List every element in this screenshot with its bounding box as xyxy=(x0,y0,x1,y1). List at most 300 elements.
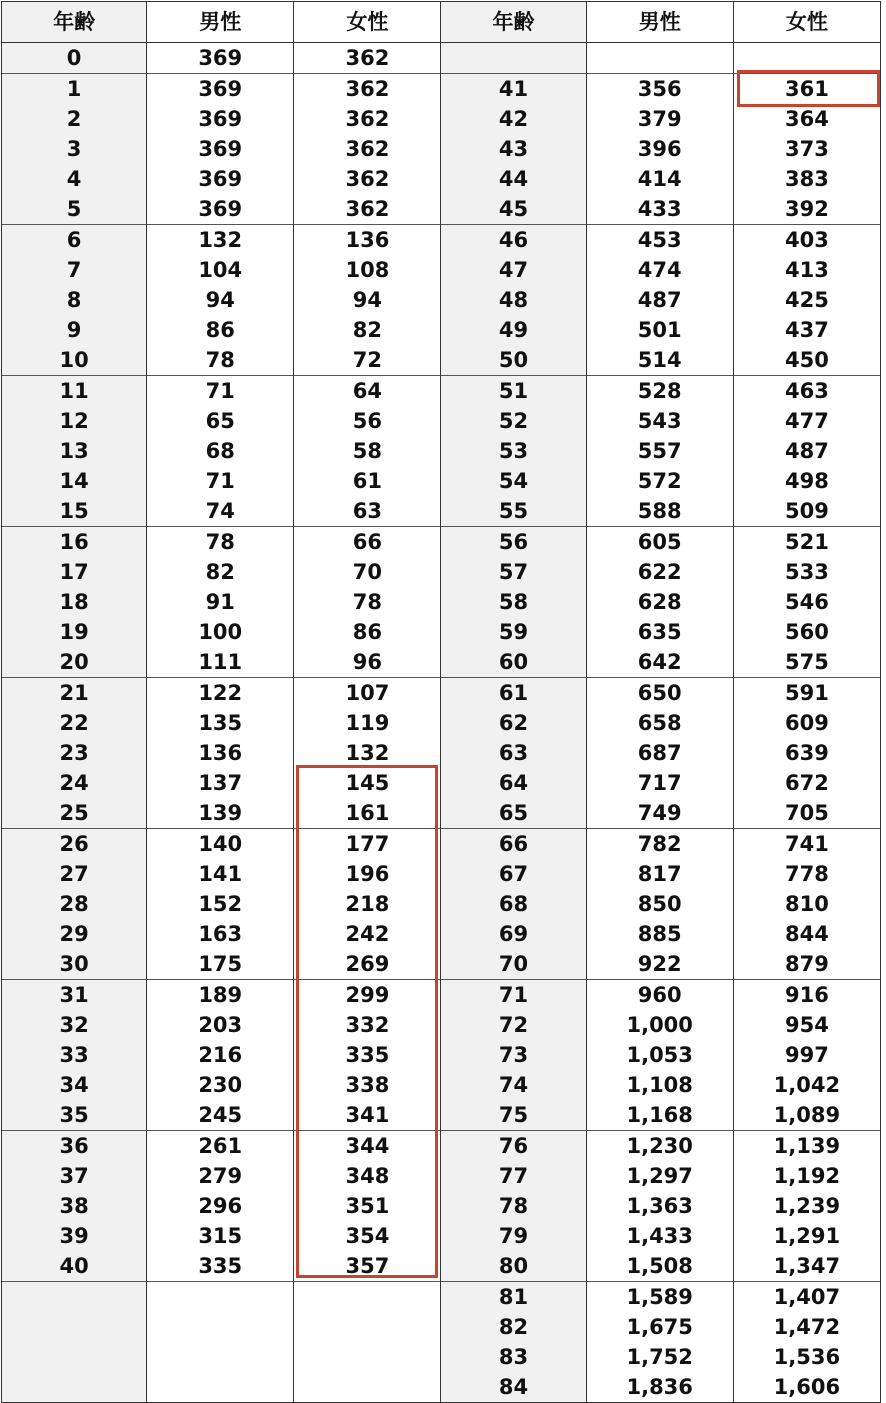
cell-male-left: 369 xyxy=(147,74,294,105)
cell-age-left: 0 xyxy=(2,43,147,74)
cell-male-right: 749 xyxy=(586,798,733,829)
cell-age-right: 59 xyxy=(441,617,586,647)
cell-male-left: 245 xyxy=(147,1100,294,1131)
cell-age-left: 24 xyxy=(2,768,147,798)
cell-age-right: 69 xyxy=(441,919,586,949)
cell-female-left: 66 xyxy=(294,527,441,558)
cell-male-left: 369 xyxy=(147,43,294,74)
cell-female-left: 348 xyxy=(294,1161,441,1191)
cell-female-left: 107 xyxy=(294,678,441,709)
cell-female-right: 533 xyxy=(733,557,880,587)
cell-male-left: 152 xyxy=(147,889,294,919)
cell-age-right: 43 xyxy=(441,134,586,164)
table-row xyxy=(2,708,881,738)
cell-male-left: 82 xyxy=(147,557,294,587)
cell-male-right: 1,108 xyxy=(586,1070,733,1100)
cell-female-left: 119 xyxy=(294,708,441,738)
cell-female-right: 1,139 xyxy=(733,1131,880,1162)
cell-age-left: 31 xyxy=(2,980,147,1011)
cell-female-left: 196 xyxy=(294,859,441,889)
cell-age-right: 83 xyxy=(441,1342,586,1372)
cell-female-right: 498 xyxy=(733,466,880,496)
header-male-left: 男性 xyxy=(147,2,294,43)
cell-age-left: 25 xyxy=(2,798,147,829)
cell-male-left: 261 xyxy=(147,1131,294,1162)
cell-female-right: 383 xyxy=(733,164,880,194)
cell-male-left: 369 xyxy=(147,134,294,164)
cell-female-right: 844 xyxy=(733,919,880,949)
cell-male-right: 850 xyxy=(586,889,733,919)
cell-male-left: 135 xyxy=(147,708,294,738)
cell-female-right: 879 xyxy=(733,949,880,980)
cell-age-left: 4 xyxy=(2,164,147,194)
table-row xyxy=(2,738,881,768)
table-row xyxy=(2,1372,881,1403)
cell-female-right: 413 xyxy=(733,255,880,285)
cell-female-right: 425 xyxy=(733,285,880,315)
cell-male-right: 635 xyxy=(586,617,733,647)
cell-female-right: 546 xyxy=(733,587,880,617)
cell-age-left: 27 xyxy=(2,859,147,889)
cell-age-right: 78 xyxy=(441,1191,586,1221)
cell-age-left: 39 xyxy=(2,1221,147,1251)
cell-male-right: 642 xyxy=(586,647,733,678)
cell-age-right: 51 xyxy=(441,376,586,407)
cell-age-right: 62 xyxy=(441,708,586,738)
cell-male-right: 1,675 xyxy=(586,1312,733,1342)
table-row xyxy=(2,164,881,194)
cell-female-left: 354 xyxy=(294,1221,441,1251)
cell-female-right: 1,536 xyxy=(733,1342,880,1372)
cell-female-left: 72 xyxy=(294,345,441,376)
table-row xyxy=(2,436,881,466)
table-row xyxy=(2,647,881,678)
cell-female-right: 361 xyxy=(733,74,880,105)
cell-female-right: 778 xyxy=(733,859,880,889)
cell-male-right: 782 xyxy=(586,829,733,860)
cell-male-right: 433 xyxy=(586,194,733,225)
table-row xyxy=(2,1191,881,1221)
cell-female-left: 132 xyxy=(294,738,441,768)
cell-female-right: 1,042 xyxy=(733,1070,880,1100)
cell-male-left: 189 xyxy=(147,980,294,1011)
cell-age-left: 17 xyxy=(2,557,147,587)
cell-female-left: 341 xyxy=(294,1100,441,1131)
cell-female-right: 509 xyxy=(733,496,880,527)
cell-female-right: 392 xyxy=(733,194,880,225)
cell-male-left: 175 xyxy=(147,949,294,980)
cell-female-left: 357 xyxy=(294,1251,441,1282)
cell-male-right: 572 xyxy=(586,466,733,496)
table-row xyxy=(2,255,881,285)
cell-age-left: 10 xyxy=(2,345,147,376)
cell-age-right: 79 xyxy=(441,1221,586,1251)
header-age-left: 年齢 xyxy=(2,2,147,43)
cell-age-left: 33 xyxy=(2,1040,147,1070)
table-row xyxy=(2,859,881,889)
cell-male-left: 369 xyxy=(147,194,294,225)
cell-female-left: 70 xyxy=(294,557,441,587)
cell-age-right: 44 xyxy=(441,164,586,194)
cell-female-left: 177 xyxy=(294,829,441,860)
cell-age-left: 35 xyxy=(2,1100,147,1131)
cell-male-right: 1,168 xyxy=(586,1100,733,1131)
cell-age-right: 54 xyxy=(441,466,586,496)
cell-age-right: 68 xyxy=(441,889,586,919)
cell-female-right: 672 xyxy=(733,768,880,798)
cell-age-right: 80 xyxy=(441,1251,586,1282)
cell-male-left: 104 xyxy=(147,255,294,285)
table-row xyxy=(2,1282,881,1313)
cell-female-left: 299 xyxy=(294,980,441,1011)
cell-female-left: 82 xyxy=(294,315,441,345)
cell-male-right: 658 xyxy=(586,708,733,738)
header-age-right: 年齢 xyxy=(441,2,586,43)
cell-female-left: 362 xyxy=(294,43,441,74)
cell-male-right: 1,508 xyxy=(586,1251,733,1282)
cell-male-right: 474 xyxy=(586,255,733,285)
cell-male-right: 379 xyxy=(586,104,733,134)
cell-female-right: 1,407 xyxy=(733,1282,880,1313)
table-row xyxy=(2,919,881,949)
cell-age-left: 7 xyxy=(2,255,147,285)
cell-male-right: 1,752 xyxy=(586,1342,733,1372)
cell-female-right: 1,606 xyxy=(733,1372,880,1403)
cell-female-left: 64 xyxy=(294,376,441,407)
table-row xyxy=(2,1221,881,1251)
cell-female-right xyxy=(733,43,880,74)
cell-age-right: 81 xyxy=(441,1282,586,1313)
cell-age-left: 36 xyxy=(2,1131,147,1162)
header-row xyxy=(2,2,881,43)
cell-male-left: 111 xyxy=(147,647,294,678)
cell-male-left: 203 xyxy=(147,1010,294,1040)
cell-age-left: 20 xyxy=(2,647,147,678)
cell-age-left: 3 xyxy=(2,134,147,164)
cell-age-right: 47 xyxy=(441,255,586,285)
cell-male-right: 557 xyxy=(586,436,733,466)
cell-female-left: 362 xyxy=(294,194,441,225)
cell-age-right: 67 xyxy=(441,859,586,889)
cell-age-right: 77 xyxy=(441,1161,586,1191)
cell-male-right: 1,363 xyxy=(586,1191,733,1221)
cell-female-right: 477 xyxy=(733,406,880,436)
table-row xyxy=(2,768,881,798)
cell-age-left: 26 xyxy=(2,829,147,860)
cell-age-right: 52 xyxy=(441,406,586,436)
age-gender-rate-table xyxy=(1,1,881,1403)
table-body xyxy=(2,43,881,1403)
cell-male-left: 91 xyxy=(147,587,294,617)
cell-female-left: 56 xyxy=(294,406,441,436)
cell-female-left: 362 xyxy=(294,104,441,134)
cell-age-right: 74 xyxy=(441,1070,586,1100)
cell-female-left: 335 xyxy=(294,1040,441,1070)
cell-male-left: 68 xyxy=(147,436,294,466)
cell-male-left xyxy=(147,1312,294,1342)
cell-male-left: 140 xyxy=(147,829,294,860)
cell-male-left xyxy=(147,1282,294,1313)
cell-age-right xyxy=(441,43,586,74)
cell-male-right: 717 xyxy=(586,768,733,798)
cell-female-right: 609 xyxy=(733,708,880,738)
cell-male-left: 139 xyxy=(147,798,294,829)
table-row xyxy=(2,225,881,256)
cell-female-left: 332 xyxy=(294,1010,441,1040)
cell-age-right: 60 xyxy=(441,647,586,678)
cell-female-left: 218 xyxy=(294,889,441,919)
cell-age-right: 65 xyxy=(441,798,586,829)
cell-male-left: 296 xyxy=(147,1191,294,1221)
cell-female-right: 810 xyxy=(733,889,880,919)
table-row xyxy=(2,345,881,376)
cell-female-right: 1,089 xyxy=(733,1100,880,1131)
cell-age-right: 72 xyxy=(441,1010,586,1040)
cell-male-right: 960 xyxy=(586,980,733,1011)
header-male-right: 男性 xyxy=(586,2,733,43)
cell-female-left: 136 xyxy=(294,225,441,256)
cell-female-right: 1,192 xyxy=(733,1161,880,1191)
cell-male-left xyxy=(147,1342,294,1372)
cell-male-right: 1,000 xyxy=(586,1010,733,1040)
cell-female-left: 362 xyxy=(294,74,441,105)
cell-female-left: 96 xyxy=(294,647,441,678)
cell-male-right: 605 xyxy=(586,527,733,558)
cell-male-right: 650 xyxy=(586,678,733,709)
cell-female-left: 362 xyxy=(294,134,441,164)
cell-female-left xyxy=(294,1282,441,1313)
cell-female-right: 1,347 xyxy=(733,1251,880,1282)
cell-male-right: 1,297 xyxy=(586,1161,733,1191)
cell-female-left: 61 xyxy=(294,466,441,496)
cell-male-right: 885 xyxy=(586,919,733,949)
cell-age-left: 15 xyxy=(2,496,147,527)
table-row xyxy=(2,406,881,436)
cell-age-right: 66 xyxy=(441,829,586,860)
cell-age-right: 76 xyxy=(441,1131,586,1162)
cell-age-left: 19 xyxy=(2,617,147,647)
cell-age-right: 82 xyxy=(441,1312,586,1342)
cell-female-left: 161 xyxy=(294,798,441,829)
table-row xyxy=(2,1100,881,1131)
cell-age-left: 8 xyxy=(2,285,147,315)
cell-female-left: 86 xyxy=(294,617,441,647)
cell-female-right: 705 xyxy=(733,798,880,829)
cell-female-right: 639 xyxy=(733,738,880,768)
cell-age-left: 38 xyxy=(2,1191,147,1221)
cell-male-right: 687 xyxy=(586,738,733,768)
cell-male-right: 622 xyxy=(586,557,733,587)
cell-male-right xyxy=(586,43,733,74)
cell-female-right: 1,291 xyxy=(733,1221,880,1251)
cell-age-right: 48 xyxy=(441,285,586,315)
cell-age-right: 84 xyxy=(441,1372,586,1403)
cell-male-left: 86 xyxy=(147,315,294,345)
table-row xyxy=(2,889,881,919)
cell-male-right: 414 xyxy=(586,164,733,194)
table-row xyxy=(2,587,881,617)
cell-male-left xyxy=(147,1372,294,1403)
cell-age-right: 45 xyxy=(441,194,586,225)
header-female-right: 女性 xyxy=(733,2,880,43)
cell-female-right: 954 xyxy=(733,1010,880,1040)
cell-female-left: 362 xyxy=(294,164,441,194)
cell-age-left: 21 xyxy=(2,678,147,709)
cell-male-left: 369 xyxy=(147,104,294,134)
cell-age-left xyxy=(2,1342,147,1372)
cell-female-right: 373 xyxy=(733,134,880,164)
cell-age-right: 63 xyxy=(441,738,586,768)
cell-female-right: 487 xyxy=(733,436,880,466)
cell-male-right: 628 xyxy=(586,587,733,617)
cell-female-left: 351 xyxy=(294,1191,441,1221)
table-row xyxy=(2,496,881,527)
table-row xyxy=(2,829,881,860)
cell-female-right: 521 xyxy=(733,527,880,558)
table-row xyxy=(2,527,881,558)
cell-age-left: 2 xyxy=(2,104,147,134)
cell-male-left: 71 xyxy=(147,376,294,407)
cell-male-left: 315 xyxy=(147,1221,294,1251)
cell-male-left: 136 xyxy=(147,738,294,768)
cell-male-right: 1,836 xyxy=(586,1372,733,1403)
table-row xyxy=(2,194,881,225)
cell-male-right: 817 xyxy=(586,859,733,889)
cell-female-left xyxy=(294,1312,441,1342)
cell-female-left: 58 xyxy=(294,436,441,466)
table-row xyxy=(2,949,881,980)
cell-age-left: 34 xyxy=(2,1070,147,1100)
cell-male-left: 279 xyxy=(147,1161,294,1191)
cell-age-right: 70 xyxy=(441,949,586,980)
cell-age-right: 56 xyxy=(441,527,586,558)
cell-male-left: 94 xyxy=(147,285,294,315)
table-row xyxy=(2,557,881,587)
table-row xyxy=(2,315,881,345)
cell-age-right: 41 xyxy=(441,74,586,105)
table-row xyxy=(2,466,881,496)
cell-male-right: 588 xyxy=(586,496,733,527)
cell-male-right: 1,230 xyxy=(586,1131,733,1162)
cell-age-right: 53 xyxy=(441,436,586,466)
cell-male-right: 543 xyxy=(586,406,733,436)
cell-female-left: 108 xyxy=(294,255,441,285)
cell-male-right: 453 xyxy=(586,225,733,256)
cell-age-left: 40 xyxy=(2,1251,147,1282)
cell-age-left: 28 xyxy=(2,889,147,919)
cell-male-left: 122 xyxy=(147,678,294,709)
cell-male-right: 1,433 xyxy=(586,1221,733,1251)
cell-female-left xyxy=(294,1372,441,1403)
cell-female-left: 338 xyxy=(294,1070,441,1100)
cell-male-left: 78 xyxy=(147,345,294,376)
cell-male-left: 137 xyxy=(147,768,294,798)
cell-age-right: 71 xyxy=(441,980,586,1011)
cell-female-left: 78 xyxy=(294,587,441,617)
cell-male-right: 514 xyxy=(586,345,733,376)
cell-age-left xyxy=(2,1372,147,1403)
table-row xyxy=(2,617,881,647)
cell-female-right: 591 xyxy=(733,678,880,709)
cell-male-right: 501 xyxy=(586,315,733,345)
cell-male-left: 100 xyxy=(147,617,294,647)
cell-age-left: 12 xyxy=(2,406,147,436)
cell-age-left: 32 xyxy=(2,1010,147,1040)
cell-age-right: 42 xyxy=(441,104,586,134)
cell-age-left: 9 xyxy=(2,315,147,345)
cell-male-left: 78 xyxy=(147,527,294,558)
cell-age-left xyxy=(2,1312,147,1342)
table-header xyxy=(2,2,881,43)
cell-age-left: 29 xyxy=(2,919,147,949)
cell-male-right: 356 xyxy=(586,74,733,105)
cell-female-right: 364 xyxy=(733,104,880,134)
cell-male-left: 216 xyxy=(147,1040,294,1070)
table-row xyxy=(2,798,881,829)
cell-male-right: 487 xyxy=(586,285,733,315)
cell-male-right: 528 xyxy=(586,376,733,407)
cell-age-left xyxy=(2,1282,147,1313)
cell-male-right: 922 xyxy=(586,949,733,980)
table-row xyxy=(2,1312,881,1342)
cell-male-left: 230 xyxy=(147,1070,294,1100)
cell-age-left: 22 xyxy=(2,708,147,738)
header-female-left: 女性 xyxy=(294,2,441,43)
cell-male-left: 335 xyxy=(147,1251,294,1282)
cell-female-left: 63 xyxy=(294,496,441,527)
cell-female-right: 916 xyxy=(733,980,880,1011)
cell-age-right: 50 xyxy=(441,345,586,376)
cell-male-right: 1,589 xyxy=(586,1282,733,1313)
cell-age-right: 64 xyxy=(441,768,586,798)
table-row xyxy=(2,43,881,74)
table-row xyxy=(2,1070,881,1100)
cell-male-right: 1,053 xyxy=(586,1040,733,1070)
cell-age-left: 30 xyxy=(2,949,147,980)
table-row xyxy=(2,1251,881,1282)
cell-age-right: 61 xyxy=(441,678,586,709)
cell-age-left: 18 xyxy=(2,587,147,617)
table-row xyxy=(2,134,881,164)
cell-female-right: 575 xyxy=(733,647,880,678)
cell-male-left: 74 xyxy=(147,496,294,527)
cell-female-right: 997 xyxy=(733,1040,880,1070)
cell-male-left: 132 xyxy=(147,225,294,256)
cell-female-right: 560 xyxy=(733,617,880,647)
cell-age-right: 58 xyxy=(441,587,586,617)
cell-male-left: 65 xyxy=(147,406,294,436)
table-row xyxy=(2,376,881,407)
cell-age-right: 57 xyxy=(441,557,586,587)
cell-age-left: 16 xyxy=(2,527,147,558)
table-row xyxy=(2,74,881,105)
table-row xyxy=(2,1161,881,1191)
table-row xyxy=(2,285,881,315)
table-row xyxy=(2,1131,881,1162)
table-row xyxy=(2,1010,881,1040)
cell-male-left: 141 xyxy=(147,859,294,889)
cell-male-left: 71 xyxy=(147,466,294,496)
table-row xyxy=(2,104,881,134)
table-row xyxy=(2,980,881,1011)
cell-age-left: 37 xyxy=(2,1161,147,1191)
cell-age-right: 49 xyxy=(441,315,586,345)
cell-female-right: 437 xyxy=(733,315,880,345)
cell-male-left: 369 xyxy=(147,164,294,194)
cell-female-right: 1,239 xyxy=(733,1191,880,1221)
cell-age-left: 11 xyxy=(2,376,147,407)
table-row xyxy=(2,1040,881,1070)
